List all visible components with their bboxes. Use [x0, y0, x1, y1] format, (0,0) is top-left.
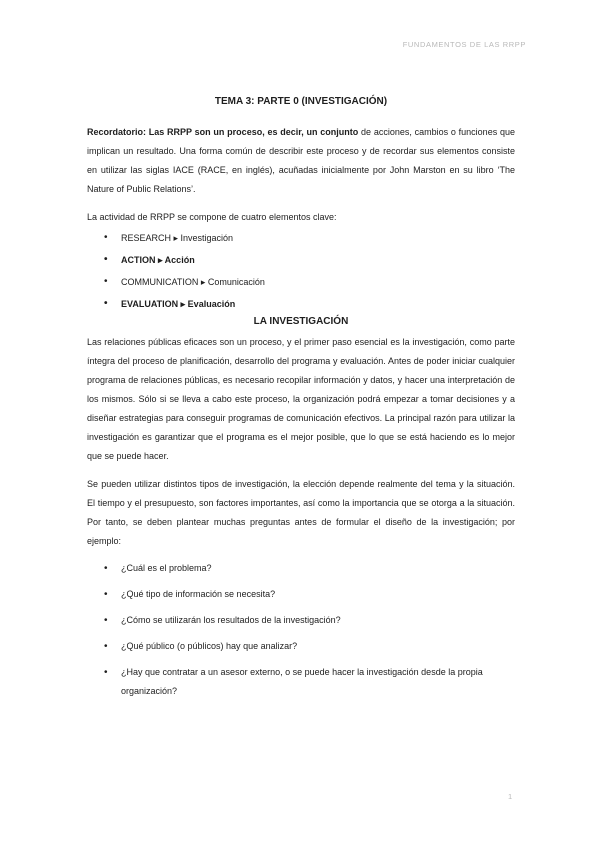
page-number: 1: [508, 792, 513, 801]
list-item-communication: • COMMUNICATION ▸ Comunicación: [87, 271, 515, 293]
question-item: • ¿Cuál es el problema?: [87, 559, 515, 578]
list-item-action: • ACTION ▸ Acción: [87, 249, 515, 271]
paragraph-tipos: Se pueden utilizar distintos tipos de investigación, la elección depende realmente del tema y la situación. El tiempo y el presupuesto, son factores importantes, así como la importancia que se otorga a la situación. Por tanto, se deben plantear muchas preguntas antes de formular el diseño de la investigación; por ejemplo:: [87, 479, 515, 546]
section-title: LA INVESTIGACIÓN: [253, 316, 349, 327]
elements-list: [87, 227, 515, 315]
elements-lead: La actividad de RRPP se compone de cuatro elementos clave:: [87, 212, 337, 222]
list-item-evaluation: • EVALUATION ▸ Evaluación: [87, 293, 515, 315]
document-body: [87, 96, 515, 708]
question-item: • ¿Hay que contratar a un asesor externo, o se puede hacer la investigación desde la propia organización?: [87, 663, 515, 701]
intro-paragraph: [87, 123, 515, 199]
list-item-research: • RESEARCH ▸ Investigación: [87, 227, 515, 249]
document-title: TEMA 3: PARTE 0 (INVESTIGACIÓN): [214, 96, 388, 107]
running-header: FUNDAMENTOS DE LAS RRPP: [402, 40, 526, 49]
question-item: • ¿Qué público (o públicos) hay que analizar?: [87, 637, 515, 656]
intro-text: de acciones, cambios o funciones que implican un resultado. Una forma común de describir este proceso y de recordar sus elementos consiste en utilizar las siglas IACE (RACE, en inglés), acuñadas inicialmente por John Marston en su libro ‘The Nature of Public Relations’.: [87, 127, 515, 194]
question-item: • ¿Cómo se utilizarán los resultados de la investigación?: [87, 611, 515, 630]
question-item: • ¿Qué tipo de información se necesita?: [87, 585, 515, 604]
intro-bold-text: Recordatorio: Las RRPP son un proceso, es decir, un conjunto: [87, 127, 359, 137]
paragraph-investigacion: Las relaciones públicas eficaces son un proceso, y el primer paso esencial es la investigación, como parte íntegra del proceso de planificación, desarrollo del programa y evaluación. Antes de poder iniciar cualquier programa de relaciones públicas, es necesario recopilar información y datos, y hacer una interpretación de los mismos. Sólo si se lleva a cabo este proceso, la organización podrá empezar a tomar decisiones y a diseñar estrategias para conseguir programas de comunicación efectivos. La principal razón para utilizar la investigación es garantizar que el programa es el mejor posible, que lo que se está haciendo es lo mejor que se puede hacer.: [87, 337, 515, 461]
questions-list: [87, 559, 515, 701]
